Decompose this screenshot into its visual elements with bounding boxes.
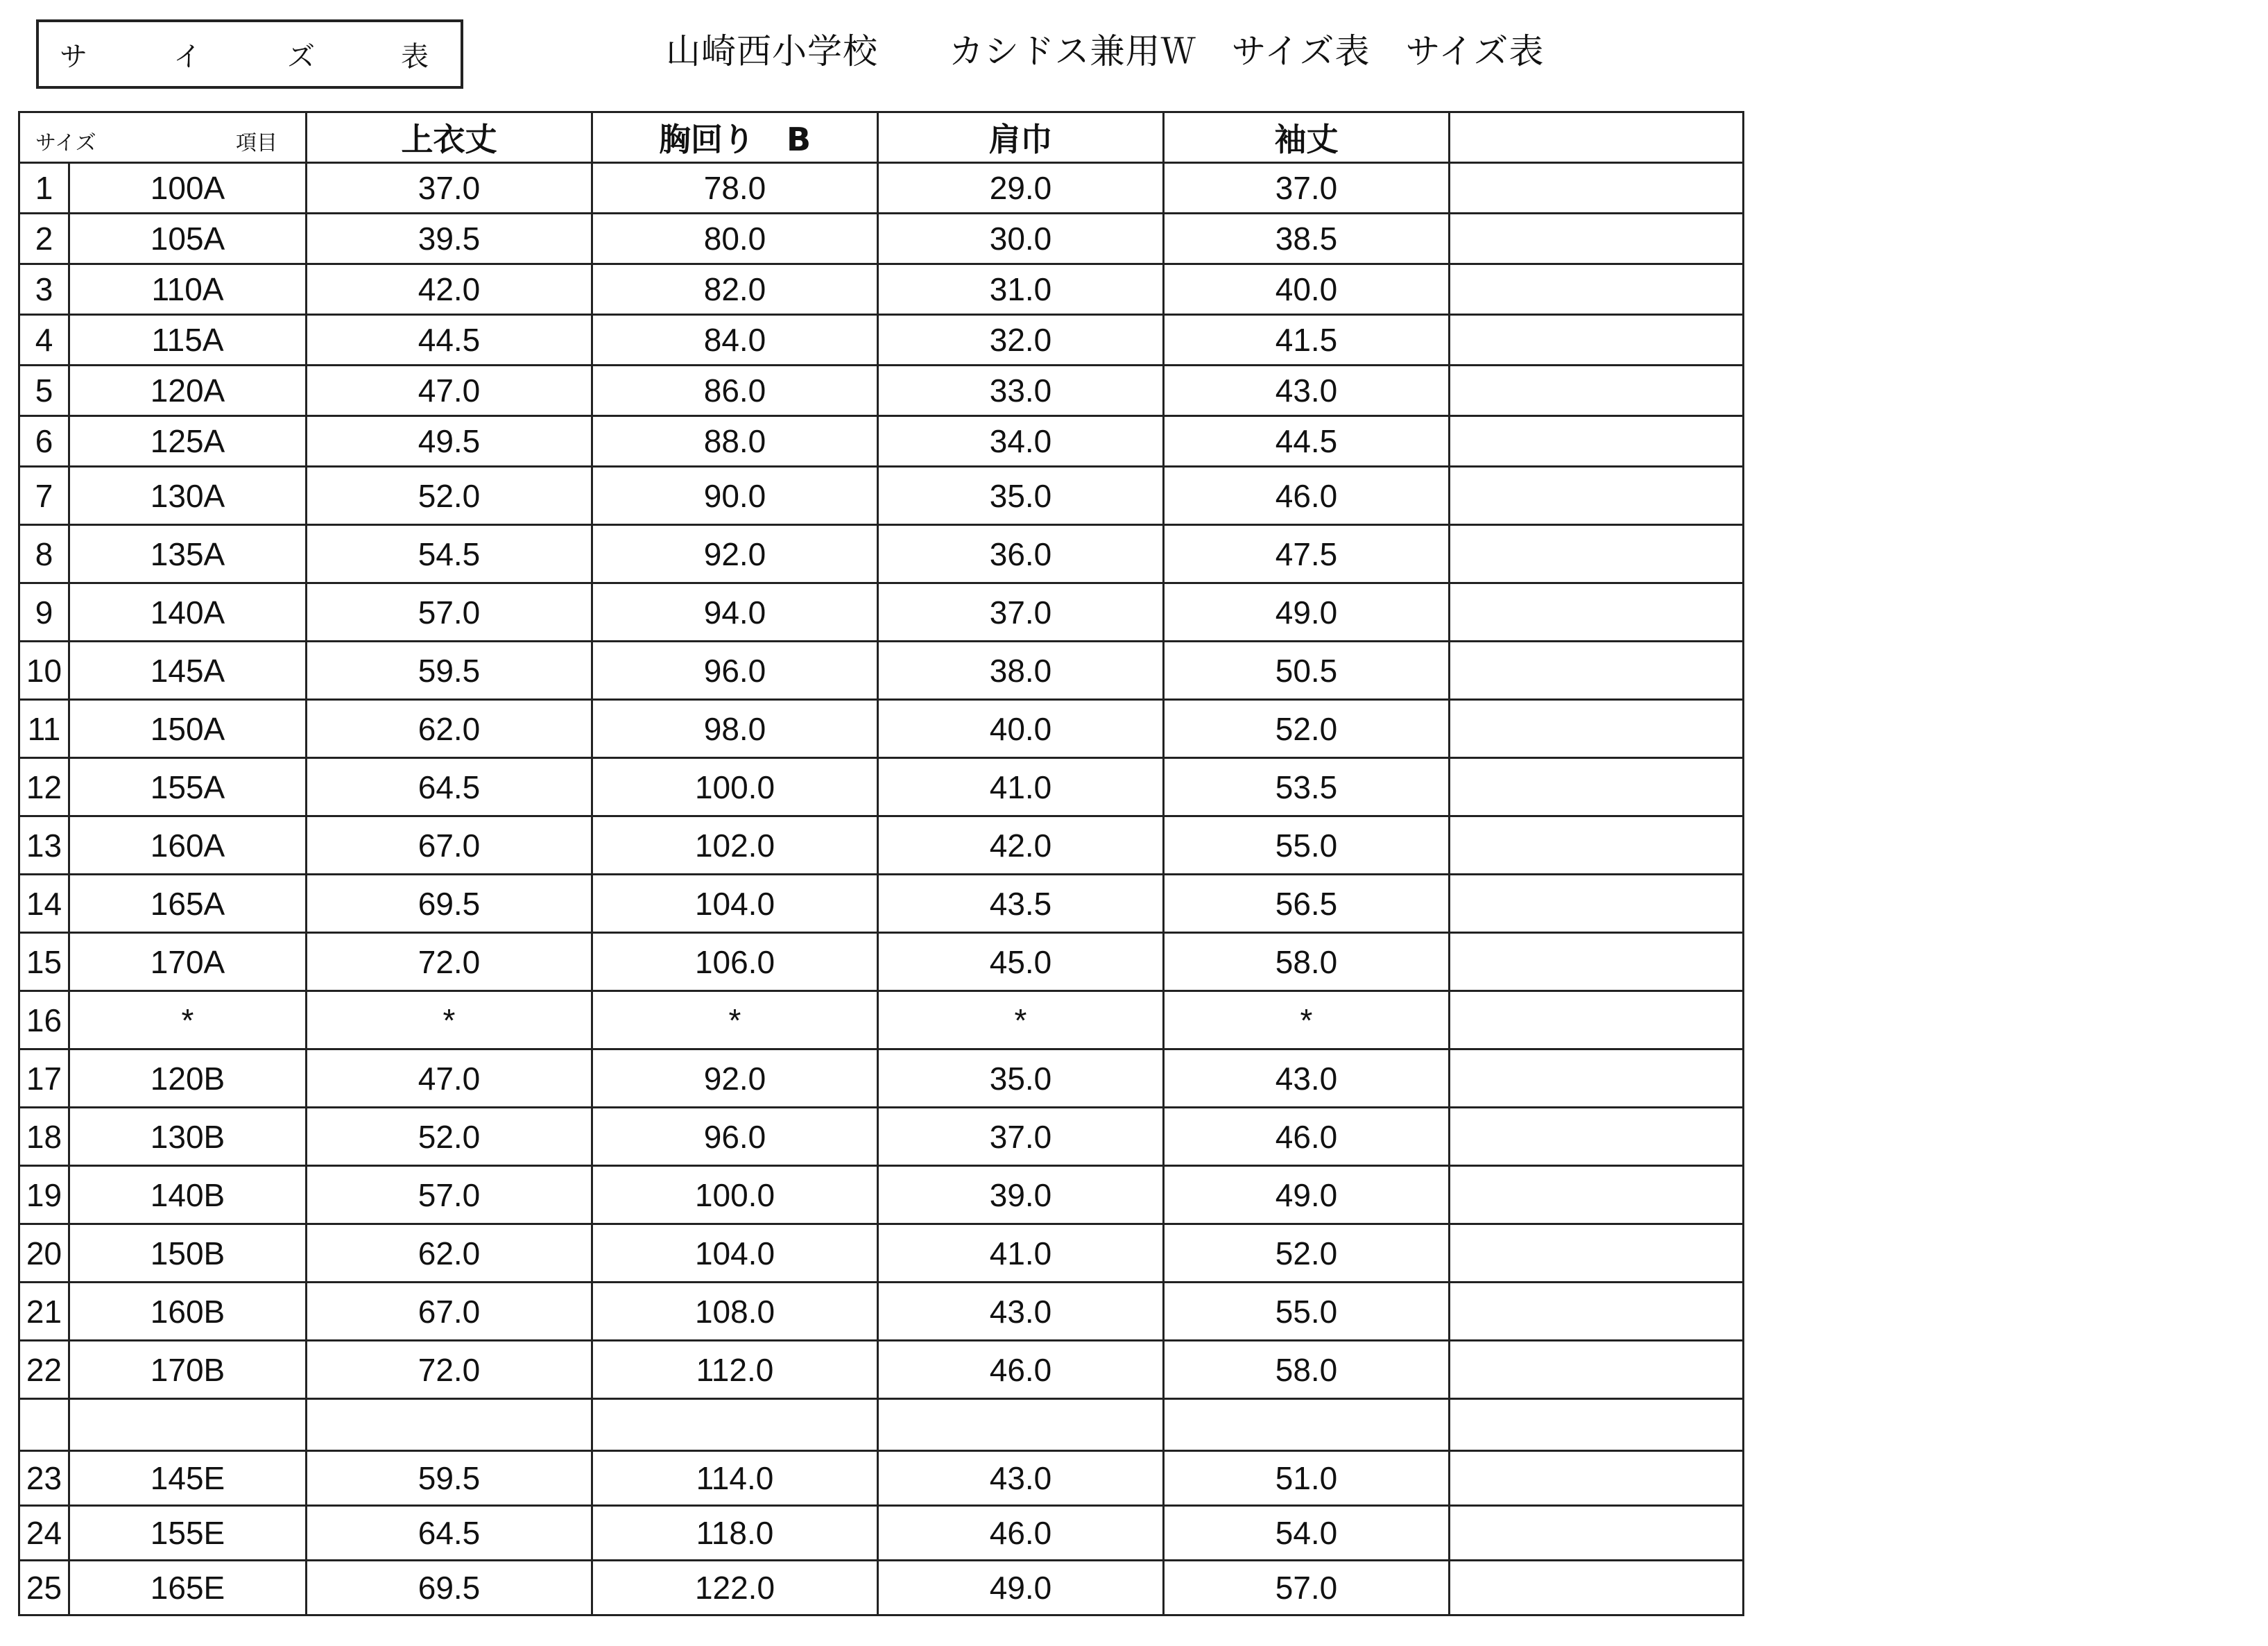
chest-cell: 86.0 (592, 366, 878, 416)
row-number-cell: 23 (19, 1451, 69, 1506)
size-cell: 100A (69, 163, 307, 214)
row-number-cell: 1 (19, 163, 69, 214)
table-row (19, 1283, 1744, 1341)
size-cell: 170A (69, 933, 307, 991)
length-cell: 67.0 (307, 1283, 592, 1341)
length-cell: 64.5 (307, 758, 592, 816)
row-number-cell: 24 (19, 1506, 69, 1561)
sleeve-cell: 43.0 (1164, 1049, 1450, 1108)
shoulder-cell: 43.5 (878, 875, 1164, 933)
length-cell: 62.0 (307, 1224, 592, 1283)
length-cell: 49.5 (307, 416, 592, 467)
table-row (19, 1166, 1744, 1224)
table-row (19, 1341, 1744, 1399)
length-cell: 72.0 (307, 933, 592, 991)
extra-empty-cell (1450, 525, 1744, 583)
chest-cell: 88.0 (592, 416, 878, 467)
size-table (18, 111, 1744, 1616)
size-cell: 130A (69, 467, 307, 525)
extra-empty-cell (1450, 416, 1744, 467)
title-char-1: サ (60, 40, 87, 73)
chest-cell: 104.0 (592, 875, 878, 933)
row-number-cell: 12 (19, 758, 69, 816)
row-number-cell: 3 (19, 264, 69, 315)
extra-empty-cell (1450, 642, 1744, 700)
shoulder-cell: 41.0 (878, 758, 1164, 816)
chest-cell: 122.0 (592, 1561, 878, 1615)
document-header: 山崎西小学校 カシドス兼用Ｗ サイズ表 サイズ表 (666, 31, 1545, 71)
size-cell: 150A (69, 700, 307, 758)
size-cell: 165E (69, 1561, 307, 1615)
sleeve-cell: 51.0 (1164, 1451, 1450, 1506)
length-cell (307, 1399, 592, 1451)
shoulder-cell (878, 1399, 1164, 1451)
shoulder-cell: 37.0 (878, 583, 1164, 642)
sleeve-cell: 56.5 (1164, 875, 1450, 933)
chest-cell: 114.0 (592, 1451, 878, 1506)
chest-cell: 92.0 (592, 1049, 878, 1108)
row-number-cell: 25 (19, 1561, 69, 1615)
length-cell: 67.0 (307, 816, 592, 875)
chest-cell: 82.0 (592, 264, 878, 315)
length-cell: 39.5 (307, 214, 592, 264)
size-cell: 155E (69, 1506, 307, 1561)
table-row (19, 991, 1744, 1049)
size-cell: * (69, 991, 307, 1049)
column-header-sleeve: 袖丈 (1164, 112, 1450, 163)
chest-cell: 94.0 (592, 583, 878, 642)
sleeve-cell: 57.0 (1164, 1561, 1450, 1615)
size-cell: 140B (69, 1166, 307, 1224)
corner-size-label: サイズ (35, 131, 96, 155)
extra-empty-cell (1450, 1224, 1744, 1283)
header-row (19, 112, 1744, 163)
length-cell: 52.0 (307, 1108, 592, 1166)
sleeve-cell: 52.0 (1164, 1224, 1450, 1283)
extra-empty-cell (1450, 1166, 1744, 1224)
size-cell: 145A (69, 642, 307, 700)
row-number-cell: 5 (19, 366, 69, 416)
sleeve-cell: 54.0 (1164, 1506, 1450, 1561)
size-cell: 155A (69, 758, 307, 816)
extra-empty-cell (1450, 991, 1744, 1049)
size-cell: 135A (69, 525, 307, 583)
shoulder-cell: 32.0 (878, 315, 1164, 366)
size-cell: 110A (69, 264, 307, 315)
shoulder-cell: 35.0 (878, 1049, 1164, 1108)
table-row (19, 1561, 1744, 1615)
sleeve-cell: 46.0 (1164, 467, 1450, 525)
shoulder-cell: 36.0 (878, 525, 1164, 583)
table-row (19, 264, 1744, 315)
extra-empty-cell (1450, 933, 1744, 991)
size-cell: 105A (69, 214, 307, 264)
size-cell: 125A (69, 416, 307, 467)
row-number-cell: 20 (19, 1224, 69, 1283)
sleeve-cell: 37.0 (1164, 163, 1450, 214)
row-number-cell: 16 (19, 991, 69, 1049)
table-row (19, 1108, 1744, 1166)
table-row (19, 583, 1744, 642)
chest-cell: 92.0 (592, 525, 878, 583)
row-number-cell: 9 (19, 583, 69, 642)
sleeve-cell: 55.0 (1164, 1283, 1450, 1341)
shoulder-cell: 43.0 (878, 1451, 1164, 1506)
size-cell: 160A (69, 816, 307, 875)
table-row (19, 758, 1744, 816)
row-number-cell: 22 (19, 1341, 69, 1399)
shoulder-cell: 40.0 (878, 700, 1164, 758)
table-row (19, 163, 1744, 214)
shoulder-cell: 46.0 (878, 1506, 1164, 1561)
shoulder-cell: 38.0 (878, 642, 1164, 700)
corner-header-cell (19, 112, 307, 163)
shoulder-cell: 37.0 (878, 1108, 1164, 1166)
chest-cell: 100.0 (592, 758, 878, 816)
size-cell: 140A (69, 583, 307, 642)
extra-empty-cell (1450, 700, 1744, 758)
length-cell: 52.0 (307, 467, 592, 525)
length-cell: 37.0 (307, 163, 592, 214)
chest-cell: 78.0 (592, 163, 878, 214)
row-number-cell: 2 (19, 214, 69, 264)
row-number-cell (19, 1399, 69, 1451)
length-cell: 72.0 (307, 1341, 592, 1399)
length-cell: 69.5 (307, 875, 592, 933)
row-number-cell: 4 (19, 315, 69, 366)
sleeve-cell: 49.0 (1164, 1166, 1450, 1224)
row-number-cell: 11 (19, 700, 69, 758)
sleeve-cell: 41.5 (1164, 315, 1450, 366)
table-row (19, 933, 1744, 991)
length-cell: 64.5 (307, 1506, 592, 1561)
chest-cell: 96.0 (592, 642, 878, 700)
shoulder-cell: 30.0 (878, 214, 1164, 264)
length-cell: 44.5 (307, 315, 592, 366)
chest-cell (592, 1399, 878, 1451)
table-row (19, 700, 1744, 758)
column-header-chest: 胸回り B (592, 112, 878, 163)
extra-empty-cell (1450, 1283, 1744, 1341)
length-cell: 47.0 (307, 1049, 592, 1108)
extra-empty-cell (1450, 816, 1744, 875)
table-body (19, 163, 1744, 1615)
column-header-length: 上衣丈 (307, 112, 592, 163)
corner-item-label: 項目 (236, 131, 277, 155)
table-row (19, 1049, 1744, 1108)
row-number-cell: 17 (19, 1049, 69, 1108)
chest-cell: 100.0 (592, 1166, 878, 1224)
shoulder-cell: 49.0 (878, 1561, 1164, 1615)
chest-cell: 84.0 (592, 315, 878, 366)
shoulder-cell: 46.0 (878, 1341, 1164, 1399)
row-number-cell: 19 (19, 1166, 69, 1224)
sleeve-cell: 46.0 (1164, 1108, 1450, 1166)
shoulder-cell: 34.0 (878, 416, 1164, 467)
chest-cell: 80.0 (592, 214, 878, 264)
chest-cell: 90.0 (592, 467, 878, 525)
sleeve-cell: 58.0 (1164, 933, 1450, 991)
chest-cell: 106.0 (592, 933, 878, 991)
extra-empty-cell (1450, 264, 1744, 315)
chest-cell: * (592, 991, 878, 1049)
chest-cell: 108.0 (592, 1283, 878, 1341)
extra-empty-cell (1450, 1049, 1744, 1108)
title-char-4: 表 (401, 40, 429, 73)
table-row (19, 1506, 1744, 1561)
sleeve-cell: 44.5 (1164, 416, 1450, 467)
sleeve-cell: * (1164, 991, 1450, 1049)
sleeve-cell (1164, 1399, 1450, 1451)
row-number-cell: 18 (19, 1108, 69, 1166)
extra-empty-cell (1450, 467, 1744, 525)
shoulder-cell: * (878, 991, 1164, 1049)
chest-cell: 118.0 (592, 1506, 878, 1561)
row-number-cell: 13 (19, 816, 69, 875)
row-number-cell: 21 (19, 1283, 69, 1341)
sleeve-cell: 47.5 (1164, 525, 1450, 583)
title-char-3: ズ (287, 40, 315, 73)
chest-cell: 98.0 (592, 700, 878, 758)
extra-empty-cell (1450, 366, 1744, 416)
chest-cell: 102.0 (592, 816, 878, 875)
shoulder-cell: 45.0 (878, 933, 1164, 991)
length-cell: * (307, 991, 592, 1049)
length-cell: 54.5 (307, 525, 592, 583)
shoulder-cell: 43.0 (878, 1283, 1164, 1341)
column-header-extra (1450, 112, 1744, 163)
sleeve-cell: 38.5 (1164, 214, 1450, 264)
extra-empty-cell (1450, 1341, 1744, 1399)
table-row (19, 416, 1744, 467)
extra-empty-cell (1450, 163, 1744, 214)
shoulder-cell: 41.0 (878, 1224, 1164, 1283)
sleeve-cell: 49.0 (1164, 583, 1450, 642)
size-cell: 150B (69, 1224, 307, 1283)
length-cell: 57.0 (307, 583, 592, 642)
table-row (19, 875, 1744, 933)
size-cell (69, 1399, 307, 1451)
chest-cell: 96.0 (592, 1108, 878, 1166)
length-cell: 59.5 (307, 1451, 592, 1506)
size-cell: 130B (69, 1108, 307, 1166)
chest-cell: 112.0 (592, 1341, 878, 1399)
shoulder-cell: 29.0 (878, 163, 1164, 214)
length-cell: 62.0 (307, 700, 592, 758)
row-number-cell: 15 (19, 933, 69, 991)
row-number-cell: 14 (19, 875, 69, 933)
row-number-cell: 8 (19, 525, 69, 583)
shoulder-cell: 35.0 (878, 467, 1164, 525)
size-cell: 170B (69, 1341, 307, 1399)
extra-empty-cell (1450, 1399, 1744, 1451)
sleeve-cell: 53.5 (1164, 758, 1450, 816)
length-cell: 42.0 (307, 264, 592, 315)
extra-empty-cell (1450, 315, 1744, 366)
column-header-shoulder: 肩巾 (878, 112, 1164, 163)
extra-empty-cell (1450, 1506, 1744, 1561)
table-row (19, 1224, 1744, 1283)
extra-empty-cell (1450, 1561, 1744, 1615)
sleeve-cell: 40.0 (1164, 264, 1450, 315)
title-char-2: イ (173, 40, 201, 73)
shoulder-cell: 31.0 (878, 264, 1164, 315)
table-row (19, 1451, 1744, 1506)
size-cell: 160B (69, 1283, 307, 1341)
table-row (19, 315, 1744, 366)
size-cell: 115A (69, 315, 307, 366)
table-row (19, 214, 1744, 264)
size-cell: 145E (69, 1451, 307, 1506)
table-row (19, 642, 1744, 700)
size-table-title-box (36, 19, 463, 89)
extra-empty-cell (1450, 583, 1744, 642)
shoulder-cell: 39.0 (878, 1166, 1164, 1224)
table-row (19, 525, 1744, 583)
size-cell: 120A (69, 366, 307, 416)
sleeve-cell: 58.0 (1164, 1341, 1450, 1399)
row-number-cell: 6 (19, 416, 69, 467)
table-row (19, 366, 1744, 416)
size-cell: 120B (69, 1049, 307, 1108)
blank-separator-row (19, 1399, 1744, 1451)
sleeve-cell: 55.0 (1164, 816, 1450, 875)
sleeve-cell: 52.0 (1164, 700, 1450, 758)
shoulder-cell: 42.0 (878, 816, 1164, 875)
row-number-cell: 7 (19, 467, 69, 525)
extra-empty-cell (1450, 1451, 1744, 1506)
length-cell: 47.0 (307, 366, 592, 416)
extra-empty-cell (1450, 758, 1744, 816)
extra-empty-cell (1450, 1108, 1744, 1166)
extra-empty-cell (1450, 875, 1744, 933)
size-cell: 165A (69, 875, 307, 933)
length-cell: 59.5 (307, 642, 592, 700)
table-row (19, 467, 1744, 525)
sleeve-cell: 43.0 (1164, 366, 1450, 416)
chest-cell: 104.0 (592, 1224, 878, 1283)
length-cell: 57.0 (307, 1166, 592, 1224)
extra-empty-cell (1450, 214, 1744, 264)
length-cell: 69.5 (307, 1561, 592, 1615)
sleeve-cell: 50.5 (1164, 642, 1450, 700)
shoulder-cell: 33.0 (878, 366, 1164, 416)
row-number-cell: 10 (19, 642, 69, 700)
table-row (19, 816, 1744, 875)
